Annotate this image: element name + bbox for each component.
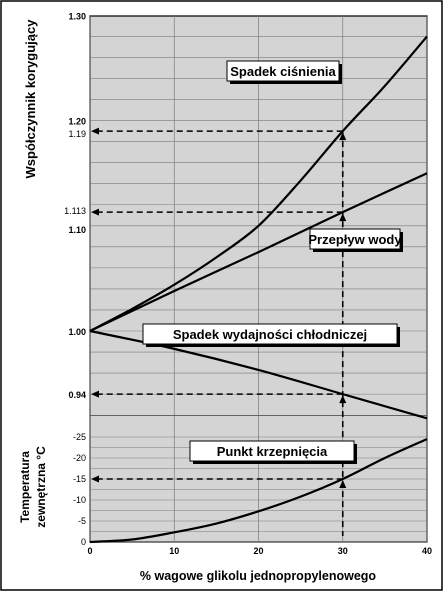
label-pressure-drop: Spadek ciśnienia: [230, 64, 336, 79]
x-tick-label: 20: [253, 546, 264, 556]
x-tick-label: 0: [87, 546, 93, 556]
y-axis-title-lower-line1: Temperatura: [18, 451, 32, 523]
y-tick-label-upper: 0.94: [68, 390, 86, 401]
label-freezing-point: Punkt krzepnięcia: [216, 444, 328, 459]
y-tick-label-upper: 1.113: [64, 206, 86, 217]
y-tick-label-lower: -25: [72, 432, 86, 442]
y-tick-label-upper: 1.20: [68, 116, 86, 127]
y-tick-label-upper: 1.19: [68, 129, 86, 140]
y-axis-title-upper: Współczynnik korygujący: [23, 19, 38, 179]
y-tick-label-lower: -20: [72, 453, 86, 463]
y-tick-label-upper: 1.00: [68, 327, 86, 337]
x-tick-label: 40: [421, 546, 433, 556]
x-tick-label: 10: [169, 546, 180, 556]
x-tick-label: 30: [337, 546, 348, 556]
label-water-flow: Przepływ wody: [308, 232, 402, 247]
plot-area: [64, 11, 432, 556]
y-tick-label-upper: 1.30: [68, 11, 86, 22]
y-tick-label-lower: 0: [80, 537, 86, 547]
x-axis-title: % wagowe glikolu jednopropylenowego: [139, 569, 377, 583]
y-tick-label-lower: -10: [72, 495, 86, 505]
y-tick-label-lower: -15: [72, 474, 86, 484]
y-tick-label-upper: 1.10: [68, 224, 86, 235]
y-tick-label-lower: -5: [77, 516, 86, 526]
label-capacity-drop: Spadek wydajności chłodniczej: [172, 327, 368, 342]
y-axis-title-lower-line2: zewnętrzna °C: [34, 446, 48, 528]
